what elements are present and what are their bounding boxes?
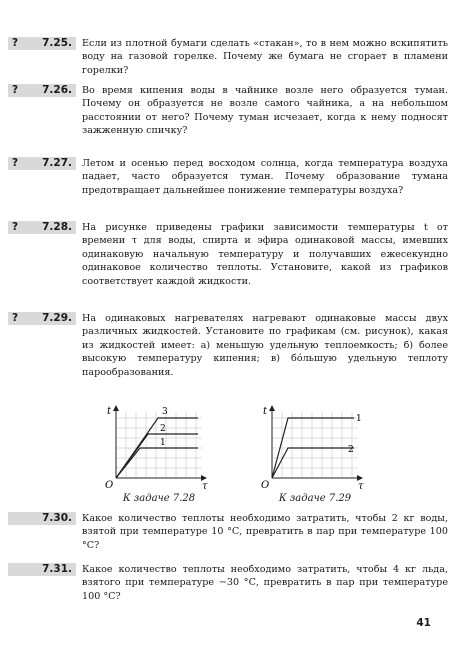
problem-7-26: [8, 84, 448, 138]
problem-number: 7.28.: [42, 221, 72, 233]
problem-7-30: [8, 512, 448, 552]
origin-label: O: [261, 480, 270, 491]
figure-caption-7-29: К задаче 7.29: [278, 493, 352, 504]
page-number: 41: [416, 617, 431, 629]
curve-1: [116, 448, 198, 478]
problem-number: 7.30.: [42, 512, 72, 524]
problem-text: Какое количество теплоты необходимо затратить, чтобы 4 кг льда, взятого при температуре −30 °С, превратить в пар при температуре 100 °С?: [82, 564, 448, 602]
problem-number: 7.29.: [42, 312, 72, 324]
curve-label-3: 3: [162, 407, 168, 417]
t-axis-label: t: [263, 406, 268, 417]
problem-text: Какое количество теплоты необходимо затратить, чтобы 2 кг воды, взятой при температуре 10 °С, превратить в пар при температуре 100 °С?: [82, 513, 448, 551]
problem-number: 7.27.: [42, 157, 72, 169]
problem-7-28: [8, 221, 448, 288]
graph-grid: [272, 412, 358, 478]
question-mark-icon: ?: [12, 157, 19, 169]
problem-number: 7.31.: [42, 563, 72, 575]
problem-text: На одинаковых нагревателях нагревают одинаковые массы двух различных жидкостей. Установите по графикам (см. рисунок), какая из жидкостей имеет: а) меньшую удельную теплоемкость; б) более высокую температуру кипения; в) бо́льшую удельную теплоту парообразования.: [82, 313, 448, 378]
problem-7-27: [8, 157, 448, 197]
question-mark-icon: ?: [12, 84, 19, 96]
t-axis-label: t: [107, 406, 112, 417]
curve-label-1: 1: [356, 414, 362, 424]
problem-number: 7.26.: [42, 84, 72, 96]
tau-axis-label: τ: [358, 481, 364, 492]
figure-caption-7-28: К задаче 7.28: [122, 493, 196, 504]
problem-text: Летом и осенью перед восходом солнца, когда температура воздуха падает, часто образуется туман. Почему образование тумана предотвращает дальнейшее понижение температуры воздуха?: [82, 158, 448, 196]
problem-number-band: [8, 563, 76, 576]
problem-number-band: [8, 512, 76, 525]
question-mark-icon: ?: [12, 221, 19, 233]
graph-grid: [116, 412, 202, 478]
problem-number-band: [8, 84, 76, 97]
tau-axis-label: τ: [202, 481, 208, 492]
graph-7-29: [258, 404, 368, 494]
problem-number: 7.25.: [42, 37, 72, 49]
problem-text: Если из плотной бумаги сделать «стакан», то в нем можно вскипятить воду на газовой горелке. Почему же бумага не сгорает в пламени горелки?: [82, 38, 448, 76]
problem-7-25: [8, 37, 448, 77]
problem-7-31: [8, 563, 448, 603]
curve-2: [272, 448, 354, 478]
problem-number-band: [8, 221, 76, 234]
curve-label-2: 2: [160, 424, 166, 434]
curve-label-2: 2: [348, 445, 354, 455]
problem-number-band: [8, 157, 76, 170]
question-mark-icon: ?: [12, 37, 19, 49]
question-mark-icon: ?: [12, 312, 19, 324]
problem-text: Во время кипения воды в чайнике возле него образуется туман. Почему он образуется не возле самого чайника, а на небольшом расстоянии от него? Почему туман исчезает, когда к нему подносят зажженную спичку?: [82, 85, 448, 137]
problem-number-band: [8, 312, 76, 325]
curve-label-1: 1: [160, 438, 166, 448]
origin-label: O: [105, 480, 114, 491]
problem-7-29: [8, 312, 448, 379]
curve-2: [116, 434, 198, 478]
problem-text: На рисунке приведены графики зависимости температуры t от времени τ для воды, спирта и эфира одинаковой массы, имевших одинаковую начальную температуру и получавших ежесекундно одинаковое количество теплоты. Установите, какой из графиков соответствует каждой жидкости.: [82, 222, 448, 287]
graph-7-28: [102, 404, 212, 494]
problem-number-band: [8, 37, 76, 50]
